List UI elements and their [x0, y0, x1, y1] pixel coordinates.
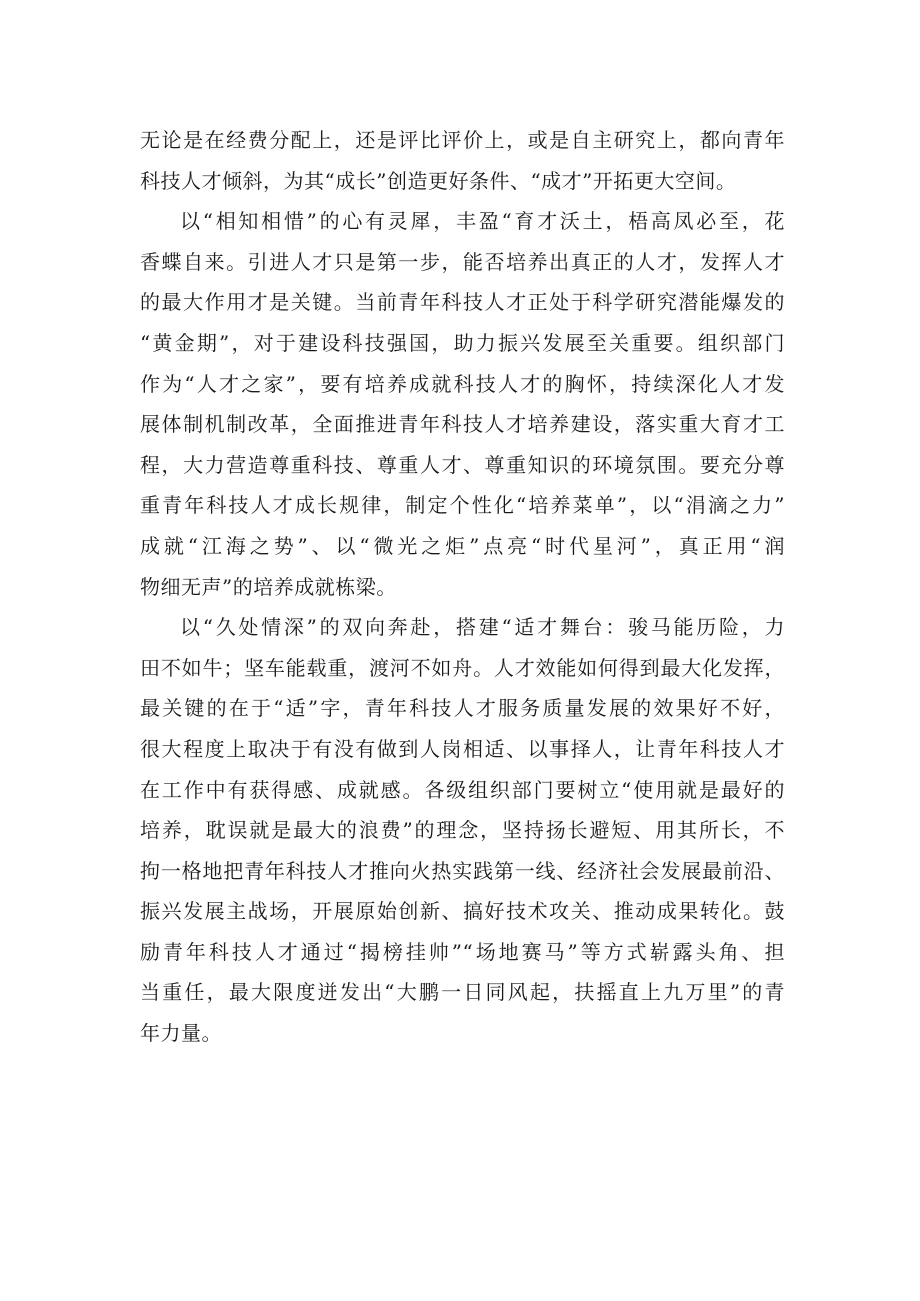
- text-line: 以“久处情深”的双向奔赴，搭建“适才舞台：骏马能历险，力: [180, 615, 785, 640]
- text-line: 重青年科技人才成长规律，制定个性化“培养菜单”，以“涓滴之力”: [140, 493, 785, 518]
- paragraph-2: [140, 201, 785, 607]
- paragraph-1: [140, 120, 785, 201]
- text-line: 励青年科技人才通过“揭榜挂帅”“场地赛马”等方式崭露头角、担: [140, 939, 785, 964]
- text-line: 展体制机制改革，全面推进青年科技人才培养建设，落实重大育才工: [140, 412, 785, 437]
- text-line: 振兴发展主战场，开展原始创新、搞好技术攻关、推动成果转化。鼓: [140, 899, 785, 924]
- text-line: 培养，耽误就是最大的浪费”的理念，坚持扬长避短、用其所长，不: [140, 818, 785, 843]
- text-line: 香蝶自来。引进人才只是第一步，能否培养出真正的人才，发挥人才: [140, 249, 785, 274]
- text-line: 以“相知相惜”的心有灵犀，丰盈“育才沃土，梧高凤必至，花: [180, 209, 785, 234]
- document-body: [140, 120, 785, 1054]
- text-line: 田不如牛；坚车能载重，渡河不如舟。人才效能如何得到最大化发挥，: [140, 655, 785, 680]
- text-line: 年力量。: [140, 1021, 222, 1046]
- text-line: 很大程度上取决于有没有做到人岗相适、以事择人，让青年科技人才: [140, 736, 785, 761]
- text-line: 无论是在经费分配上，还是评比评价上，或是自主研究上，都向青年: [140, 128, 785, 152]
- text-line: “黄金期”，对于建设科技强国，助力振兴发展至关重要。组织部门: [140, 330, 785, 355]
- text-line: 的最大作用才是关键。当前青年科技人才正处于科学研究潜能爆发的: [140, 290, 785, 315]
- text-line: 当重任，最大限度迸发出“大鹏一日同风起，扶摇直上九万里”的青: [140, 980, 785, 1005]
- text-line: 作为“人才之家”，要有培养成就科技人才的胸怀，持续深化人才发: [140, 371, 785, 396]
- text-line: 物细无声”的培养成就栋梁。: [140, 574, 397, 599]
- text-line: 拘一格地把青年科技人才推向火热实践第一线、经济社会发展最前沿、: [140, 858, 785, 883]
- text-line: 成就“江海之势”、以“微光之炬”点亮“时代星河”，真正用“润: [140, 533, 785, 558]
- paragraph-3: [140, 607, 785, 1054]
- text-line: 科技人才倾斜，为其“成长”创造更好条件、“成才”开拓更大空间。: [140, 168, 737, 193]
- text-line: 在工作中有获得感、成就感。各级组织部门要树立“使用就是最好的: [140, 777, 785, 802]
- text-line: 最关键的在于“适”字，青年科技人才服务质量发展的效果好不好，: [140, 696, 785, 721]
- text-line: 程，大力营造尊重科技、尊重人才、尊重知识的环境氛围。要充分尊: [140, 452, 785, 477]
